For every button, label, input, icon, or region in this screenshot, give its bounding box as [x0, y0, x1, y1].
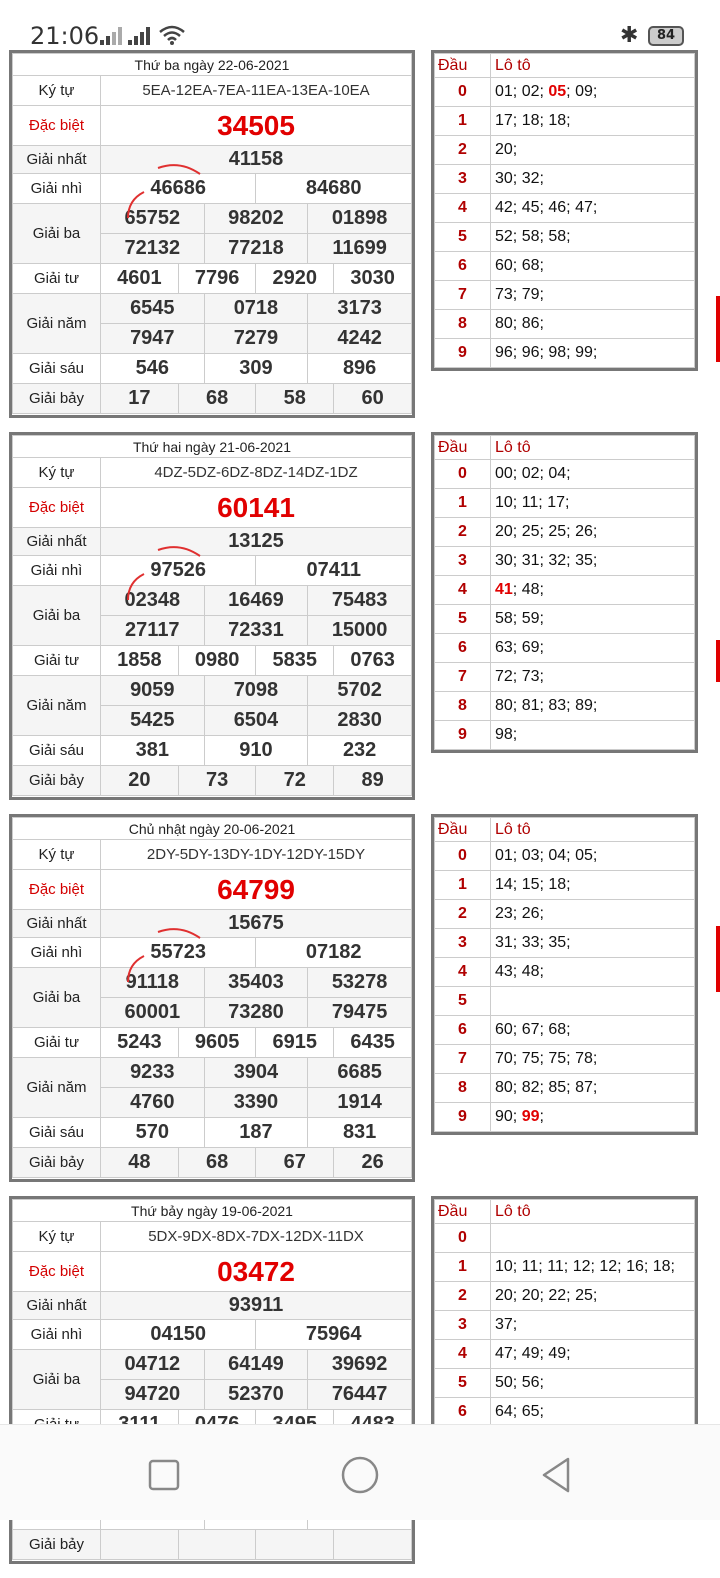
- prize-number: 7098: [204, 676, 308, 706]
- loto-values-tail: ; 09;: [566, 83, 598, 100]
- prize-number: 7279: [204, 324, 308, 354]
- dau-digit: 0: [435, 842, 491, 871]
- prize-number: 5702: [308, 676, 412, 706]
- loto-numbers: [491, 958, 695, 987]
- prize-label: Đặc biệt: [13, 488, 101, 528]
- prize-label: Giải bảy: [13, 384, 101, 414]
- prize-number: 76447: [308, 1380, 412, 1410]
- prize-number: 9605: [178, 1028, 256, 1058]
- loto-table: [431, 50, 698, 371]
- loto-numbers: [491, 489, 695, 518]
- loto-values: 23; 26;: [495, 905, 544, 922]
- loto-numbers: [491, 1282, 695, 1311]
- prize-number: 72331: [204, 616, 308, 646]
- prize-number: 6435: [334, 1028, 412, 1058]
- prize-label: Giải nhất: [13, 146, 101, 174]
- results-list[interactable]: [0, 50, 720, 1553]
- draw-result-block: [0, 814, 720, 1196]
- prize-number: 84680: [256, 174, 412, 204]
- loto-values: 14; 15; 18;: [495, 876, 571, 893]
- dau-digit: 5: [435, 223, 491, 252]
- draw-result-block: [0, 432, 720, 814]
- prize-number: 73280: [204, 998, 308, 1028]
- prize-number: 11699: [308, 234, 412, 264]
- dau-digit: 3: [435, 547, 491, 576]
- loto-numbers: [491, 605, 695, 634]
- prize-number: 2920: [256, 264, 334, 294]
- prize-number: 20: [101, 766, 179, 796]
- prize-number: 75483: [308, 586, 412, 616]
- prize-label: Giải nhì: [13, 938, 101, 968]
- loto-values: 60; 68;: [495, 257, 544, 274]
- loto-values: 80; 81; 83; 89;: [495, 697, 598, 714]
- prize-label: Giải năm: [13, 676, 101, 736]
- loto-values: 10; 11; 17;: [495, 494, 570, 511]
- loto-numbers: [491, 107, 695, 136]
- loto-numbers: [491, 1369, 695, 1398]
- loto-numbers: [491, 1311, 695, 1340]
- prize-number: 68: [178, 1148, 256, 1178]
- results-table: [9, 814, 415, 1182]
- prize-number: 3030: [334, 264, 412, 294]
- loto-values: 43; 48;: [495, 963, 544, 980]
- loto-values: 52; 58; 58;: [495, 228, 571, 245]
- prize-number: 64149: [204, 1350, 308, 1380]
- prize-label: Giải ba: [13, 968, 101, 1028]
- sidebar-edge-marker: [716, 296, 720, 362]
- prize-number: 9059: [101, 676, 205, 706]
- draw-result-block: [0, 50, 720, 432]
- loto-numbers: [491, 339, 695, 368]
- wifi-icon: [158, 24, 186, 46]
- prize-number: 9233: [101, 1058, 205, 1088]
- prize-number: 72: [256, 766, 334, 796]
- ky-tu-codes: 5DX-9DX-8DX-7DX-12DX-11DX: [101, 1222, 412, 1252]
- loto-values: 58; 59;: [495, 610, 544, 627]
- signal-icon: [100, 27, 124, 45]
- prize-number: 896: [308, 354, 412, 384]
- prize-label: Đặc biệt: [13, 106, 101, 146]
- prize-number: 0980: [178, 646, 256, 676]
- loto-values-tail: ;: [539, 1108, 544, 1125]
- loto-numbers: [491, 842, 695, 871]
- dau-digit: 6: [435, 252, 491, 281]
- dau-digit: 0: [435, 460, 491, 489]
- prize-number: 910: [204, 736, 308, 766]
- loto-numbers: [491, 460, 695, 489]
- prize-number: 831: [308, 1118, 412, 1148]
- prize-label: Giải tư: [13, 1028, 101, 1058]
- loto-numbers: [491, 1074, 695, 1103]
- dau-digit: 7: [435, 1045, 491, 1074]
- ky-tu-codes: 4DZ-5DZ-6DZ-8DZ-14DZ-1DZ: [101, 458, 412, 488]
- prize-number: 0718: [204, 294, 308, 324]
- prize-number: 55723: [101, 938, 256, 968]
- prize-number: 15675: [101, 910, 412, 938]
- dau-digit: 4: [435, 958, 491, 987]
- dau-digit: 1: [435, 871, 491, 900]
- prize-number: [334, 1530, 412, 1560]
- loto-highlight: 41: [495, 581, 513, 598]
- loto-values: 20; 20; 22; 25;: [495, 1287, 598, 1304]
- back-button[interactable]: [536, 1455, 576, 1495]
- special-prize: 60141: [101, 488, 412, 528]
- loto-numbers: [491, 252, 695, 281]
- prize-number: 01898: [308, 204, 412, 234]
- prize-number: 65752: [101, 204, 205, 234]
- prize-label: Giải sáu: [13, 354, 101, 384]
- prize-number: 75964: [256, 1320, 412, 1350]
- loto-values: 01; 02;: [495, 83, 549, 100]
- prize-number: 94720: [101, 1380, 205, 1410]
- loto-header: Lô tô: [491, 1200, 695, 1224]
- battery-icon: [648, 26, 684, 46]
- prize-label: Giải tư: [13, 264, 101, 294]
- loto-numbers: [491, 692, 695, 721]
- prize-label: Giải ba: [13, 1350, 101, 1410]
- special-prize: 34505: [101, 106, 412, 146]
- prize-number: 52370: [204, 1380, 308, 1410]
- prize-number: 381: [101, 736, 205, 766]
- loto-values: 42; 45; 46; 47;: [495, 199, 598, 216]
- loto-values: 73; 79;: [495, 286, 544, 303]
- prize-number: 72132: [101, 234, 205, 264]
- prize-label: Giải bảy: [13, 1530, 101, 1560]
- prize-label: Giải sáu: [13, 736, 101, 766]
- prize-number: 68: [178, 384, 256, 414]
- dau-digit: 4: [435, 1340, 491, 1369]
- prize-number: [256, 1530, 334, 1560]
- prize-number: 5835: [256, 646, 334, 676]
- prize-label: Giải bảy: [13, 1148, 101, 1178]
- prize-number: 4760: [101, 1088, 205, 1118]
- prize-label: Giải nhì: [13, 1320, 101, 1350]
- loto-values: 00; 02; 04;: [495, 465, 571, 482]
- prize-number: 07182: [256, 938, 412, 968]
- prize-label: Giải ba: [13, 586, 101, 646]
- draw-date: Chủ nhật ngày 20-06-2021: [13, 818, 412, 840]
- loto-values-tail: ; 48;: [512, 581, 544, 598]
- signal-icon: [128, 27, 152, 45]
- loto-values: 72; 73;: [495, 668, 544, 685]
- prize-number: 48: [101, 1148, 179, 1178]
- dau-digit: 8: [435, 1074, 491, 1103]
- loto-numbers: [491, 987, 695, 1016]
- dau-digit: 2: [435, 900, 491, 929]
- prize-number: [101, 1530, 179, 1560]
- prize-label: Ký tự: [13, 458, 101, 488]
- dau-digit: 1: [435, 1253, 491, 1282]
- prize-label: Giải sáu: [13, 1118, 101, 1148]
- home-button[interactable]: [340, 1455, 380, 1495]
- draw-result-block: [0, 1196, 720, 1578]
- prize-label: Ký tự: [13, 1222, 101, 1252]
- prize-number: 60001: [101, 998, 205, 1028]
- prize-label: Giải ba: [13, 204, 101, 264]
- prize-number: 77218: [204, 234, 308, 264]
- prize-label: Giải tư: [13, 646, 101, 676]
- dau-digit: 9: [435, 721, 491, 750]
- loto-values: 10; 11; 11; 12; 12; 16; 18;: [495, 1258, 675, 1275]
- loto-numbers: [491, 871, 695, 900]
- prize-number: 02348: [101, 586, 205, 616]
- loto-numbers: [491, 547, 695, 576]
- loto-values: 20; 25; 25; 26;: [495, 523, 598, 540]
- prize-number: 60: [334, 384, 412, 414]
- prize-number: 39692: [308, 1350, 412, 1380]
- loto-highlight: 99: [521, 1108, 540, 1125]
- dau-digit: 2: [435, 136, 491, 165]
- prize-number: 89: [334, 766, 412, 796]
- prize-number: 232: [308, 736, 412, 766]
- dau-digit: 7: [435, 281, 491, 310]
- dau-digit: 2: [435, 1282, 491, 1311]
- loto-numbers: [491, 663, 695, 692]
- prize-number: [178, 1530, 256, 1560]
- loto-values: 20;: [495, 141, 518, 158]
- loto-numbers: [491, 1253, 695, 1282]
- loto-numbers: [491, 1103, 695, 1132]
- loto-numbers: [491, 518, 695, 547]
- prize-number: 67: [256, 1148, 334, 1178]
- prize-number: 4601: [101, 264, 179, 294]
- prize-number: 16469: [204, 586, 308, 616]
- prize-number: 46686: [101, 174, 256, 204]
- bluetooth-icon: ✱: [620, 22, 639, 47]
- loto-values: 80; 86;: [495, 315, 544, 332]
- dau-header: Đầu: [435, 1200, 491, 1224]
- prize-label: Giải năm: [13, 294, 101, 354]
- prize-label: Ký tự: [13, 76, 101, 106]
- dau-digit: 3: [435, 1311, 491, 1340]
- loto-numbers: [491, 1398, 695, 1427]
- loto-values: 17; 18; 18;: [495, 112, 571, 129]
- prize-number: 3173: [308, 294, 412, 324]
- loto-table: [431, 814, 698, 1135]
- prize-number: 1914: [308, 1088, 412, 1118]
- prize-number: 93911: [101, 1292, 412, 1320]
- prize-number: 91118: [101, 968, 205, 998]
- loto-values: 37;: [495, 1316, 518, 1333]
- dau-digit: 2: [435, 518, 491, 547]
- loto-numbers: [491, 310, 695, 339]
- loto-values: 60; 67; 68;: [495, 1021, 571, 1038]
- loto-numbers: [491, 136, 695, 165]
- loto-numbers: [491, 281, 695, 310]
- dau-digit: 8: [435, 310, 491, 339]
- special-prize: 03472: [101, 1252, 412, 1292]
- results-table: [9, 432, 415, 800]
- prize-number: 2830: [308, 706, 412, 736]
- loto-numbers: [491, 1016, 695, 1045]
- loto-numbers: [491, 634, 695, 663]
- prize-number: 5425: [101, 706, 205, 736]
- dau-digit: 6: [435, 1398, 491, 1427]
- prize-label: Giải nhất: [13, 528, 101, 556]
- draw-date: Thứ bảy ngày 19-06-2021: [13, 1200, 412, 1222]
- prize-number: 4242: [308, 324, 412, 354]
- prize-number: 41158: [101, 146, 412, 174]
- prize-number: 13125: [101, 528, 412, 556]
- dau-digit: 0: [435, 78, 491, 107]
- loto-values: 96; 96; 98; 99;: [495, 344, 598, 361]
- prize-label: Giải nhì: [13, 174, 101, 204]
- ky-tu-codes: 5EA-12EA-7EA-11EA-13EA-10EA: [101, 76, 412, 106]
- dau-digit: 1: [435, 489, 491, 518]
- dau-digit: 8: [435, 692, 491, 721]
- dau-digit: 5: [435, 1369, 491, 1398]
- prize-number: 98202: [204, 204, 308, 234]
- prize-number: 58: [256, 384, 334, 414]
- prize-number: 6915: [256, 1028, 334, 1058]
- battery-level: 84: [656, 28, 676, 43]
- loto-numbers: [491, 721, 695, 750]
- dau-digit: 6: [435, 1016, 491, 1045]
- loto-values: 30; 32;: [495, 170, 544, 187]
- prize-number: 0763: [334, 646, 412, 676]
- loto-table: [431, 432, 698, 753]
- dau-digit: 9: [435, 339, 491, 368]
- prize-number: 7796: [178, 264, 256, 294]
- sidebar-edge-marker: [716, 926, 720, 992]
- dau-digit: 1: [435, 107, 491, 136]
- prize-number: 6545: [101, 294, 205, 324]
- loto-highlight: 05: [548, 83, 567, 100]
- prize-number: 26: [334, 1148, 412, 1178]
- prize-number: 3904: [204, 1058, 308, 1088]
- loto-values: 63; 69;: [495, 639, 544, 656]
- prize-number: 570: [101, 1118, 205, 1148]
- dau-digit: 5: [435, 605, 491, 634]
- loto-numbers: [491, 78, 695, 107]
- prize-number: 27117: [101, 616, 205, 646]
- dau-header: Đầu: [435, 818, 491, 842]
- draw-date: Thứ ba ngày 22-06-2021: [13, 54, 412, 76]
- prize-number: 187: [204, 1118, 308, 1148]
- ky-tu-codes: 2DY-5DY-13DY-1DY-12DY-15DY: [101, 840, 412, 870]
- prize-number: 97526: [101, 556, 256, 586]
- dau-digit: 3: [435, 165, 491, 194]
- prize-number: 5243: [101, 1028, 179, 1058]
- prize-number: 6504: [204, 706, 308, 736]
- special-prize: 64799: [101, 870, 412, 910]
- prize-number: 7947: [101, 324, 205, 354]
- prize-number: 15000: [308, 616, 412, 646]
- clock: 21:06: [30, 22, 100, 50]
- dau-digit: 0: [435, 1224, 491, 1253]
- prize-number: 79475: [308, 998, 412, 1028]
- loto-values: 31; 33; 35;: [495, 934, 571, 951]
- prize-number: 17: [101, 384, 179, 414]
- prize-number: 53278: [308, 968, 412, 998]
- prize-label: Đặc biệt: [13, 870, 101, 910]
- dau-digit: 3: [435, 929, 491, 958]
- prize-label: Giải năm: [13, 1058, 101, 1118]
- loto-values: 98;: [495, 726, 518, 743]
- dau-header: Đầu: [435, 54, 491, 78]
- prize-number: 04150: [101, 1320, 256, 1350]
- dau-digit: 5: [435, 987, 491, 1016]
- prize-number: 04712: [101, 1350, 205, 1380]
- dau-digit: 4: [435, 194, 491, 223]
- sidebar-edge-marker: [716, 640, 720, 682]
- prize-number: 1858: [101, 646, 179, 676]
- loto-values: 50; 56;: [495, 1374, 544, 1391]
- dau-digit: 7: [435, 663, 491, 692]
- recents-button[interactable]: [144, 1455, 184, 1495]
- loto-values: 01; 03; 04; 05;: [495, 847, 598, 864]
- loto-values: 80; 82; 85; 87;: [495, 1079, 598, 1096]
- loto-values: 90;: [495, 1108, 522, 1125]
- loto-numbers: [491, 1045, 695, 1074]
- loto-numbers: [491, 194, 695, 223]
- prize-label: Đặc biệt: [13, 1252, 101, 1292]
- dau-digit: 6: [435, 634, 491, 663]
- prize-number: 309: [204, 354, 308, 384]
- loto-numbers: [491, 1340, 695, 1369]
- loto-numbers: [491, 223, 695, 252]
- loto-numbers: [491, 165, 695, 194]
- prize-label: Giải nhất: [13, 910, 101, 938]
- loto-values: 47; 49; 49;: [495, 1345, 571, 1362]
- loto-values: 30; 31; 32; 35;: [495, 552, 598, 569]
- loto-numbers: [491, 900, 695, 929]
- prize-number: 546: [101, 354, 205, 384]
- prize-number: 6685: [308, 1058, 412, 1088]
- prize-number: 3390: [204, 1088, 308, 1118]
- loto-header: Lô tô: [491, 818, 695, 842]
- prize-number: 07411: [256, 556, 412, 586]
- dau-header: Đầu: [435, 436, 491, 460]
- prize-label: Giải bảy: [13, 766, 101, 796]
- loto-numbers: [491, 576, 695, 605]
- system-nav-bar: [0, 1424, 720, 1520]
- results-table: [9, 50, 415, 418]
- draw-date: Thứ hai ngày 21-06-2021: [13, 436, 412, 458]
- loto-values: 64; 65;: [495, 1403, 544, 1420]
- loto-numbers: [491, 1224, 695, 1253]
- loto-values: 70; 75; 75; 78;: [495, 1050, 598, 1067]
- dau-digit: 4: [435, 576, 491, 605]
- prize-label: Ký tự: [13, 840, 101, 870]
- prize-label: Giải nhì: [13, 556, 101, 586]
- dau-digit: 9: [435, 1103, 491, 1132]
- prize-label: Giải nhất: [13, 1292, 101, 1320]
- prize-number: 35403: [204, 968, 308, 998]
- loto-header: Lô tô: [491, 436, 695, 460]
- loto-header: Lô tô: [491, 54, 695, 78]
- prize-number: 73: [178, 766, 256, 796]
- loto-numbers: [491, 929, 695, 958]
